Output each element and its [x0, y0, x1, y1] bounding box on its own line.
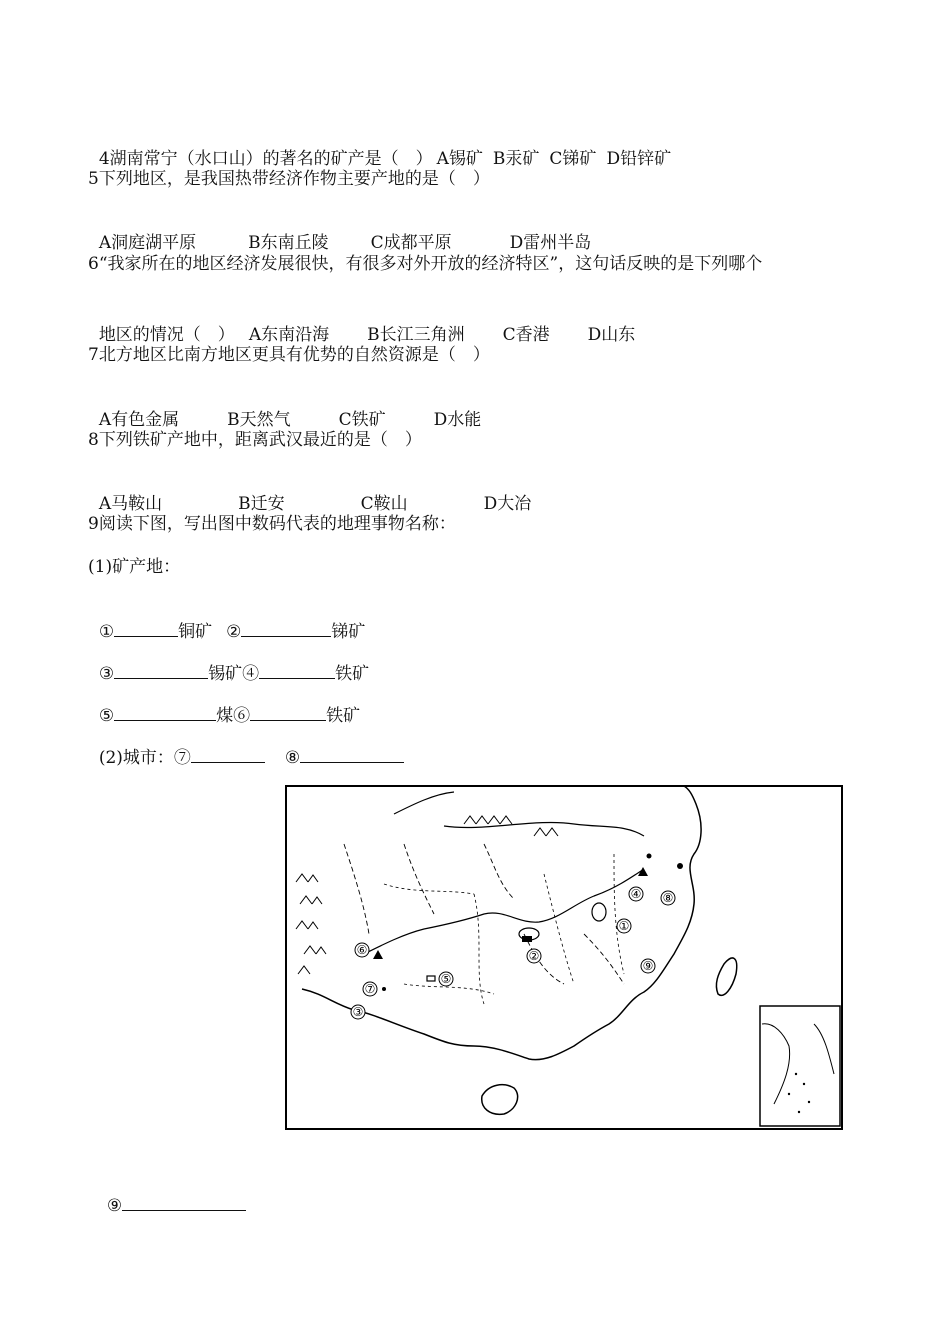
question-8-options: [88, 471, 531, 515]
question-4-stem: 4湖南常宁（水口山）的著名的矿产是（ ）: [98, 149, 433, 169]
question-4: [88, 126, 671, 170]
answer-row-2: [88, 640, 369, 685]
marker-9: ⑨: [106, 1196, 123, 1216]
map-marker-6-label: ⑥: [356, 943, 368, 957]
q7-option-d: D水能: [433, 410, 482, 430]
question-7-stem: 7北方地区比南方地区更具有优势的自然资源是（ ）: [88, 345, 490, 365]
marker-8: ⑧: [284, 748, 301, 768]
q4-option-c: C锑矿: [549, 149, 597, 169]
q5-option-c: C成都平原: [370, 233, 452, 253]
q7-option-c: C铁矿: [338, 410, 386, 430]
map-marker-8: [661, 891, 675, 905]
answer-4-suffix: 铁矿: [335, 664, 370, 684]
city-dot: [382, 987, 386, 991]
q8-option-c: C鞍山: [360, 494, 408, 514]
answer-blank-4[interactable]: [259, 662, 335, 679]
q6-option-d: D山东: [587, 325, 636, 345]
answer-blank-3[interactable]: [114, 662, 208, 679]
answer-6-suffix: 铁矿: [326, 706, 361, 726]
answer-1-suffix: 铜矿: [178, 622, 213, 642]
question-6-options: [88, 302, 635, 346]
q8-option-a: A马鞍山: [98, 494, 163, 514]
map-svg: [284, 784, 844, 1132]
q8-option-b: B迁安: [238, 494, 285, 514]
map-marker-3-label: ③: [352, 1005, 364, 1019]
q6-option-c: C香港: [502, 325, 550, 345]
q5-option-b: B东南丘陵: [248, 233, 329, 253]
map-marker-2: [527, 949, 541, 963]
q5-option-d: D雷州半岛: [509, 233, 592, 253]
map-marker-6: [355, 943, 369, 957]
answer-row-3: [88, 682, 360, 727]
map-marker-5: [439, 972, 453, 986]
map-marker-4-label: ④: [630, 887, 642, 901]
q7-option-a: A有色金属: [98, 410, 180, 430]
q5-option-a: A洞庭湖平原: [98, 233, 197, 253]
q6-option-a: A东南沿海: [248, 325, 330, 345]
question-6-stem-cont: 地区的情况（ ）: [98, 325, 235, 345]
antimony-symbol: [522, 936, 532, 942]
marker-3: ③: [98, 664, 115, 684]
marker-5: ⑤: [98, 706, 115, 726]
q4-option-d: D铅锌矿: [606, 149, 672, 169]
map-marker-4: [629, 887, 643, 901]
question-6-stem: 6“我家所在的地区经济发展很快，有很多对外开放的经济特区”，这句话反映的是下列哪个: [88, 254, 763, 274]
answer-row-4: [88, 724, 404, 769]
answer-blank-5[interactable]: [114, 704, 216, 721]
answer-blank-2[interactable]: [241, 620, 331, 637]
answer-blank-7[interactable]: [191, 746, 265, 763]
map-marker-9-label: ⑨: [642, 959, 654, 973]
answer-row-5: [96, 1172, 246, 1217]
map-marker-2-label: ②: [528, 949, 540, 963]
q4-option-a: A锡矿: [436, 149, 483, 169]
q7-option-b: B天然气: [227, 410, 291, 430]
q8-option-d: D大冶: [483, 494, 532, 514]
answer-blank-8[interactable]: [300, 746, 404, 763]
answer-5-suffix: 煤: [216, 706, 234, 726]
question-9-stem: 9阅读下图，写出图中数码代表的地理事物名称：: [88, 514, 456, 534]
marker-1: ①: [98, 622, 115, 642]
question-9-part2-label: (2)城市：: [98, 748, 174, 768]
map-marker-9: [641, 959, 655, 973]
map-marker-7: [363, 982, 377, 996]
q6-option-b: B长江三角洲: [367, 325, 465, 345]
question-5-options: [88, 210, 591, 254]
map-marker-3: [351, 1005, 365, 1019]
marker-2: ②: [226, 622, 242, 642]
map-marker-1: [617, 919, 631, 933]
map-marker-8-label: ⑧: [662, 891, 674, 905]
question-9-part1-label: (1)矿产地：: [88, 557, 181, 577]
answer-blank-6[interactable]: [250, 704, 326, 721]
q4-option-b: B汞矿: [492, 149, 540, 169]
answer-blank-9[interactable]: [122, 1194, 246, 1211]
city-dot-east: [677, 863, 683, 869]
map-frame: [286, 786, 842, 1129]
map-marker-1-label: ①: [618, 919, 630, 933]
map-marker-7-label: ⑦: [364, 982, 376, 996]
question-8-stem: 8下列铁矿产地中，距离武汉最近的是（ ）: [88, 430, 422, 450]
south-china-sea-inset: [760, 1006, 840, 1126]
answer-3-suffix: 锡矿: [208, 664, 243, 684]
map-marker-5-label: ⑤: [440, 972, 452, 986]
answer-row-1: [88, 598, 365, 643]
answer-2-suffix: 锑矿: [331, 622, 366, 642]
answer-blank-1[interactable]: [114, 620, 178, 637]
question-5-stem: 5下列地区，是我国热带经济作物主要产地的是（ ）: [88, 169, 490, 189]
city-dot-east-2: [647, 854, 652, 859]
china-south-map: [284, 784, 844, 1132]
marker-7: ⑦: [173, 748, 191, 768]
marker-6: ⑥: [233, 706, 251, 726]
question-7-options: [88, 387, 481, 431]
marker-4: ④: [242, 664, 260, 684]
